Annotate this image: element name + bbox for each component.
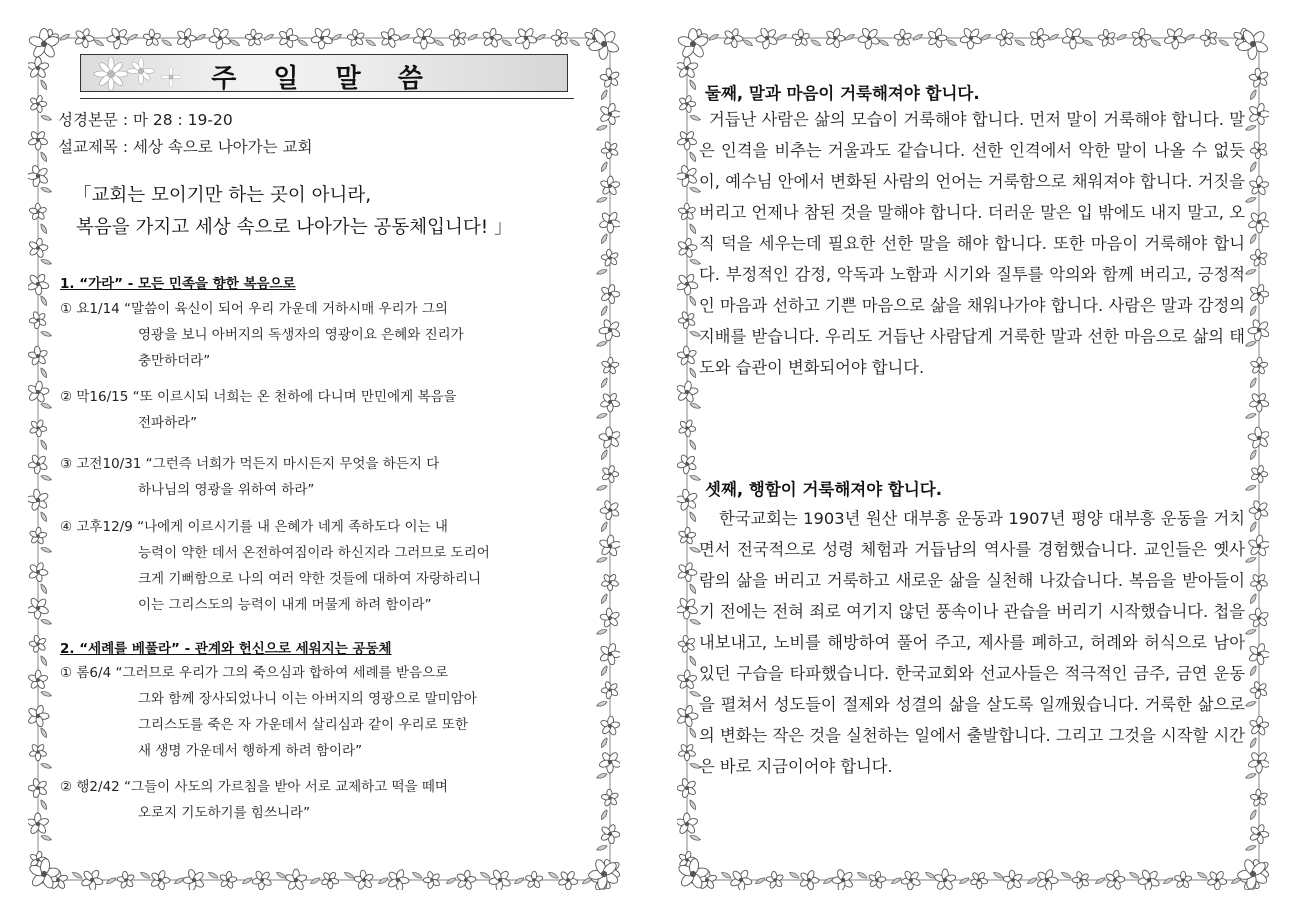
- section-heading-2: 2. “세례를 베풀라” - 관계와 헌신으로 세워지는 공동체: [60, 641, 392, 657]
- right-page: [677, 28, 1269, 890]
- verse-text: ④ 고후12/9 “나에게 이르시기를 내 은혜가 네게 족하도다 이는 내: [60, 519, 448, 535]
- verse-text: ① 롬6/4 “그러므로 우리가 그의 죽으심과 합하여 세례를 받음으로: [60, 665, 449, 681]
- verse-item: [60, 384, 600, 436]
- verse-item: [60, 296, 600, 374]
- verse-text: ③ 고전10/31 “그런즉 너희가 먹든지 마시든지 무엇을 하든지 다: [60, 456, 440, 472]
- verse-text: 그리스도를 죽은 자 가운데서 살리심과 같이 우리로 또한: [138, 717, 468, 733]
- verse-item: [60, 660, 600, 764]
- verse-text: 오로지 기도하기를 힘쓰니라”: [138, 805, 311, 821]
- verse-text: 하나님의 영광을 위하여 하라”: [138, 482, 315, 498]
- verse-text: 영광을 보니 아버지의 독생자의 영광이요 은혜와 진리가: [138, 327, 464, 343]
- verse-text: 이는 그리스도의 능력이 내게 머물게 하려 함이라”: [138, 597, 432, 613]
- verse-item: [60, 774, 600, 826]
- theme-quote-line-2: 복음을 가지고 세상 속으로 나아가는 공동체입니다! 」: [76, 217, 513, 238]
- scripture-reference: 성경본문 : 마 28 : 19-20: [58, 111, 233, 129]
- title-underline: [80, 98, 574, 99]
- verse-text: 전파하라”: [138, 415, 198, 431]
- verse-text: 그와 함께 장사되었나니 이는 아버지의 영광으로 말미암아: [138, 691, 477, 707]
- section-heading-1: 1. “가라” - 모든 민족을 향한 복음으로: [60, 276, 296, 292]
- left-page: [28, 28, 620, 890]
- section-heading-third: 셋째, 행함이 거룩해져야 합니다.: [705, 480, 942, 499]
- verse-text: 새 생명 가운데서 행하게 하려 함이라”: [138, 743, 363, 759]
- verse-item: [60, 451, 600, 503]
- verse-text: 충만하더라”: [138, 353, 211, 369]
- theme-quote-line-1: 「교회는 모이기만 하는 곳이 아니라,: [73, 185, 372, 206]
- title-banner: [80, 54, 568, 92]
- section-heading-second: 둘째, 말과 마음이 거룩해져야 합니다.: [705, 84, 980, 103]
- verse-text: ② 행2/42 “그들이 사도의 가르침을 받아 서로 교제하고 떡을 떼며: [60, 779, 448, 795]
- verse-text: ① 요1/14 “말씀이 육신이 되어 우리 가운데 거하시매 우리가 그의: [60, 301, 448, 317]
- section-body-third: 한국교회는 1903년 원산 대부흥 운동과 1907년 평양 대부흥 운동을 거치면서 전국적으로 성령 체험과 거듭남의 역사를 경험했습니다. 교인들은 옛사람의 삶을 버리고 거룩하고 새로운 삶을 실천해 나갔습니다. 복음을 받아들이기 전에는 전혀 죄로 여기지 않던 풍속이나 관습을 버리기 시작했습니다. 첩을 내보내고, 노비를 해방하여 풀어 주고, 제사를 폐하고, 허례와 허식으로 남아 있던 구습을 타파했습니다. 한국교회와 선교사들은 적극적인 금주, 금연 운동을 펼쳐서 성도들이 절제와 성결의 삶을 살도록 일깨웠습니다. 거룩한 삶으로의 변화는 작은 것을 실천하는 일에서 출발합니다. 그리고 그것을 시작할 시간은 바로 지금이어야 합니다.: [699, 509, 1245, 776]
- verse-text: 능력이 약한 데서 온전하여짐이라 하신지라 그러므로 도리어: [138, 545, 490, 561]
- sermon-title: 설교제목 : 세상 속으로 나아가는 교회: [58, 138, 313, 156]
- section-body-second: 거듭난 사람은 삶의 모습이 거룩해야 합니다. 먼저 말이 거룩해야 합니다. 말은 인격을 비추는 거울과도 같습니다. 선한 인격에서 악한 말이 나올 수 없듯이, 예수님 안에서 변화된 사람의 언어는 거룩함으로 채워져야 합니다. 거짓을 버리고 언제나 참된 것을 말해야 합니다. 더러운 말은 입 밖에도 내지 말고, 오직 덕을 세우는데 필요한 선한 말을 해야 합니다. 또한 마음이 거룩해야 합니다. 부정적인 감정, 악독과 노함과 시기와 질투를 악의와 함께 버리고, 긍정적인 마음과 선하고 기쁜 마음으로 삶을 채워나가야 합니다. 사람은 말과 감정의 지배를 받습니다. 우리도 거듭난 사람답게 거룩한 말과 선한 마음으로 삶의 태도와 습관이 변화되어야 합니다.: [699, 110, 1245, 377]
- page-title: 주 일 말 씀: [211, 64, 437, 94]
- verse-text: 크게 기뻐함으로 나의 여러 약한 것들에 대하여 자랑하리니: [138, 571, 482, 587]
- verse-item: [60, 514, 600, 618]
- verse-text: ② 막16/15 “또 이르시되 너희는 온 천하에 다니며 만민에게 복음을: [60, 389, 457, 405]
